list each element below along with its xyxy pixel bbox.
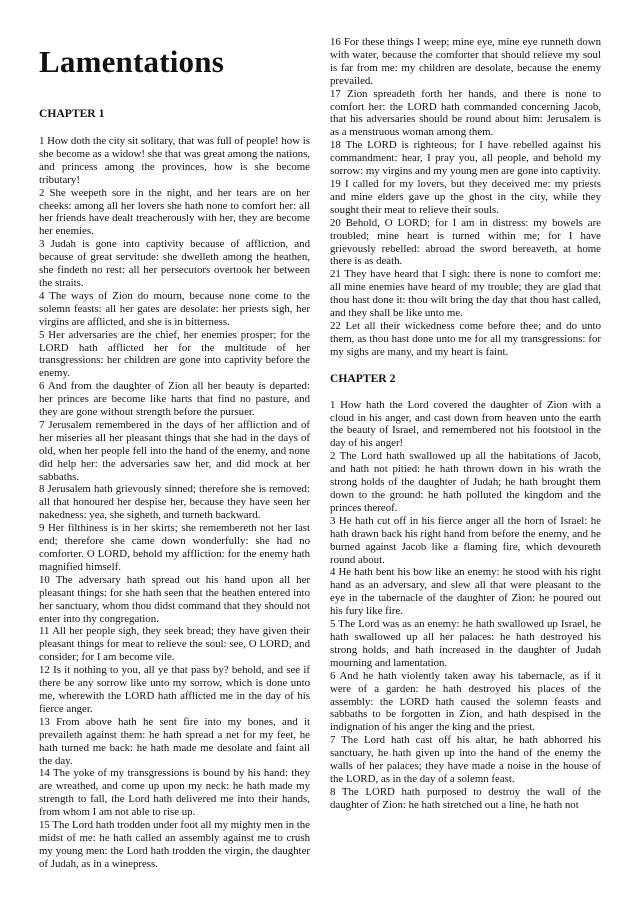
chapter-2-heading: CHAPTER 2 [330,371,396,385]
verse: 5 The Lord was as an enemy: he hath swallowed up Israel, he hath swallowed up all her palaces: he hath destroyed his strong holds, and hath increased in the daughter of Judah mourning and lamentation. [330,618,601,669]
verse: 4 He hath bent his bow like an enemy: he stood with his right hand as an adversary, and slew all that were pleasant to the eye in the tabernacle of the daughter of Zion: he poured out his fury like fire. [330,566,601,618]
verse: 2 She weepeth sore in the night, and her tears are on her cheeks: among all her lovers she hath none to comfort her: all her friends have dealt treacherously with her, they are become her enemies. [39,186,310,238]
verse: 12 Is it nothing to you, all ye that pass by? behold, and see if there be any sorrow like unto my sorrow, which is done unto me, wherewith the LORD hath afflicted me in the day of his fierce anger. [39,664,310,715]
verse: 3 Judah is gone into captivity because of affliction, and because of great servitude: she dwelleth among the heathen, she findeth no rest: all her persecutors overtook her between the straits. [39,238,310,289]
verse: 21 They have heard that I sigh: there is none to comfort me: all mine enemies have heard of my trouble; they are glad that thou hast done it: thou wilt bring the day that thou hast called, and they shall be like unto me. [330,268,601,320]
verse: 11 All her people sigh, they seek bread; they have given their pleasant things for meat to relieve the soul: see, O LORD, and consider; for I am become vile. [39,625,310,664]
verse: 10 The adversary hath spread out his hand upon all her pleasant things: for she hath seen that the heathen entered into her sanctuary, whom thou didst command that they should not enter into thy congregation. [39,573,310,625]
verse: 20 Behold, O LORD; for I am in distress: my bowels are troubled; mine heart is turned within me; for I have grievously rebelled: abroad the sword bereaveth, at home there is as death. [330,216,601,268]
verse: 4 The ways of Zion do mourn, because none come to the solemn feasts: all her gates are desolate: her priests sigh, her virgins are afflicted, and she is in bitterness. [39,289,310,328]
verse: 18 The LORD is righteous; for I have rebelled against his commandment: hear, I pray you, all people, and behold my sorrow: my virgins and my young men are gone into captivity. [330,139,601,178]
chapter-1-heading: CHAPTER 1 [39,107,105,120]
verse: 5 Her adversaries are the chief, her enemies prosper; for the LORD hath afflicted her for the multitude of her transgressions: her children are gone into captivity before the enemy. [39,328,310,380]
verse: 22 Let all their wickedness come before thee; and do unto them, as thou hast done unto me for all my transgressions: for my sighs are many, and my heart is faint. [330,319,601,358]
verse: 19 I called for my lovers, but they deceived me: my priests and mine elders gave up the ghost in the city, while they sought their meat to relieve their souls. [330,177,601,216]
verse: 17 Zion spreadeth forth her hands, and there is none to comfort her: the LORD hath commanded concerning Jacob, that his adversaries should be round about him: Jerusalem is as a menstruous woman among them. [330,87,601,139]
verse: 2 The Lord hath swallowed up all the habitations of Jacob, and hath not pitied: he hath thrown down in his wrath the strong holds of the daughter of Judah; he hath brought them down to the ground: he hath polluted the kingdom and the princes thereof. [330,450,601,514]
verse: 6 And from the daughter of Zion all her beauty is departed: her princes are become like harts that find no pasture, and they are gone without strength before the pursuer. [39,380,310,419]
verse: 8 Jerusalem hath grievously sinned; therefore she is removed: all that honoured her despise her, because they have seen her nakedness: yea, she sigheth, and turneth backward. [39,483,310,522]
verse: 16 For these things I weep; mine eye, mine eye runneth down with water, because the comforter that should relieve my soul is far from me: my children are desolate, because the enemy prevailed. [330,36,601,87]
verse: 14 The yoke of my transgressions is bound by his hand: they are wreathed, and come up upon my neck: he hath made my strength to fall, the Lord hath delivered me into their hands, from whom I am not able to rise up. [39,767,310,819]
verse: 3 He hath cut off in his fierce anger all the horn of Israel: he hath drawn back his right hand from before the enemy, and he burned against Jacob like a flaming fire, which devoureth round about. [330,514,601,566]
right-column [330,36,601,812]
verse: 9 Her filthiness is in her skirts; she remembereth not her last end; therefore she came down wonderfully: she had no comforter. O LORD, behold my affliction: for the enemy hath magnified himself. [39,522,310,573]
verse: 8 The LORD hath purposed to destroy the wall of the daughter of Zion: he hath stretched out a line, he hath not [330,785,601,811]
verse: 15 The Lord hath trodden under foot all my mighty men in the midst of me: he hath called an assembly against me to crush my young men: the Lord hath trodden the virgin, the daughter of Judah, as in a winepress. [39,819,310,870]
verse: 1 How doth the city sit solitary, that was full of people! how is she become as a widow! she that was great among the nations, and princess among the provinces, how is she become tributary! [39,135,311,186]
book-title: Lamentations [39,44,224,79]
left-column [39,36,310,871]
verse: 13 From above hath he sent fire into my bones, and it prevaileth against them: he hath spread a net for my feet, he hath turned me back: he hath made me desolate and faint all the day. [39,715,310,767]
verse: 1 How hath the Lord covered the daughter of Zion with a cloud in his anger, and cast down from heaven unto the earth the beauty of Israel, and remembered not his footstool in the day of his anger! [330,398,601,450]
verse: 7 The Lord hath cast off his altar, he hath abhorred his sanctuary, he hath given up into the hand of the enemy the walls of her palaces; they have made a noise in the house of the LORD, as in the day of a solemn feast. [330,734,601,785]
verse: 6 And he hath violently taken away his tabernacle, as if it were of a garden: he hath destroyed his places of the assembly: the LORD hath caused the solemn feasts and sabbaths to be forgotten in Zion, and hath despised in the indignation of his anger the king and the priest. [330,669,601,734]
verse: 7 Jerusalem remembered in the days of her affliction and of her miseries all her pleasant things that she had in the days of old, when her people fell into the hand of the enemy, and none did help her: the adversaries saw her, and did mock at her sabbaths. [39,418,310,483]
